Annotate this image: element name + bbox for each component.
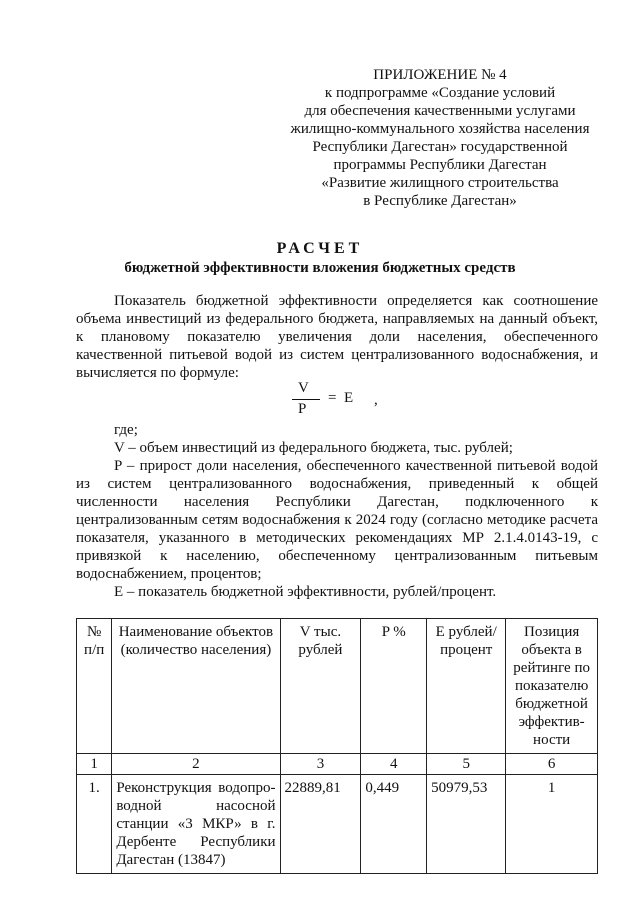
document-subtitle: бюджетной эффективности вложения бюджетных средств — [124, 260, 516, 276]
definition-v: V – объем инвестиций из федерального бюджета, тыс. рублей; — [114, 440, 513, 456]
appendix-line: программы Республики Дагестан — [333, 157, 547, 173]
column-number: 4 — [361, 754, 427, 775]
cell-v: 22889,81 — [280, 775, 361, 874]
definition-p: P – прирост доли населения, обеспеченного качественной питьевой водой из систем централизованного водоснабжения, приведенный к общей численности населения Республики Дагестан, подключенного к централизованным сетям водоснабжения к 2024 году (согласно методике расчета показателя, указанного в методических рекомендациях МР 2.1.4.0143-19, с привязкой к населению, обеспеченному централизованным питьевым водоснабжением, процентов; — [76, 458, 598, 582]
definition-e: Е – показатель бюджетной эффективности, рублей/процент. — [114, 584, 497, 600]
formula-result: E — [343, 390, 354, 406]
formula-equals — [328, 390, 353, 407]
appendix-title: ПРИЛОЖЕНИЕ № 4 — [373, 67, 507, 83]
column-number: 2 — [112, 754, 280, 775]
formula-comma: , — [374, 392, 378, 408]
column-number: 1 — [77, 754, 112, 775]
appendix-line: жилищно-коммунального хозяйства населения — [290, 121, 590, 137]
header-name: Наименование объектов (количество населения) — [112, 619, 280, 754]
header-e: E рублей/ процент — [427, 619, 506, 754]
table-header-row — [77, 619, 598, 754]
definitions — [76, 421, 598, 601]
equals-sign: = — [328, 390, 337, 406]
header-num: № п/п — [77, 619, 112, 754]
header-v: V тыс. рублей — [280, 619, 361, 754]
column-number-row — [77, 754, 598, 775]
cell-num: 1. — [77, 775, 112, 874]
cell-e: 50979,53 — [427, 775, 506, 874]
header-p: P % — [361, 619, 427, 754]
efficiency-table — [76, 618, 598, 874]
cell-name: Реконструкция водопро-водной насосной станции «3 МКР» в г. Дербенте Республики Дагестан (13847) — [112, 775, 280, 874]
appendix-line: для обеспечения качественными услугами — [304, 103, 576, 119]
cell-rank: 1 — [506, 775, 598, 874]
header-rank: Позиция объекта в рейтинге по показателю бюджетной эффектив-ности — [506, 619, 598, 754]
appendix-line: в Республике Дагестан» — [363, 193, 517, 209]
cell-p: 0,449 — [361, 775, 427, 874]
table-row — [77, 775, 598, 874]
appendix-line: «Развитие жилищного строительства — [321, 175, 559, 191]
appendix-line: к подпрограмме «Создание условий — [324, 85, 556, 101]
document-title: РАСЧЕТ — [276, 240, 364, 257]
formula-numerator: V — [298, 380, 309, 396]
definition-where: где; — [114, 422, 138, 438]
appendix-header — [270, 66, 610, 210]
formula-denominator: P — [298, 401, 307, 417]
appendix-line: Республики Дагестан» государственной — [312, 139, 568, 155]
fraction-bar — [292, 399, 320, 400]
column-number: 5 — [427, 754, 506, 775]
intro-paragraph: Показатель бюджетной эффективности определяется как соотношение объема инвестиций из федерального бюджета, направляемых на данный объект, к плановому показателю увеличения доли населения, обеспеченного качественной питьевой водой из систем централизованного водоснабжения, и вычисляется по формуле: — [76, 293, 598, 381]
column-number: 3 — [280, 754, 361, 775]
column-number: 6 — [506, 754, 598, 775]
